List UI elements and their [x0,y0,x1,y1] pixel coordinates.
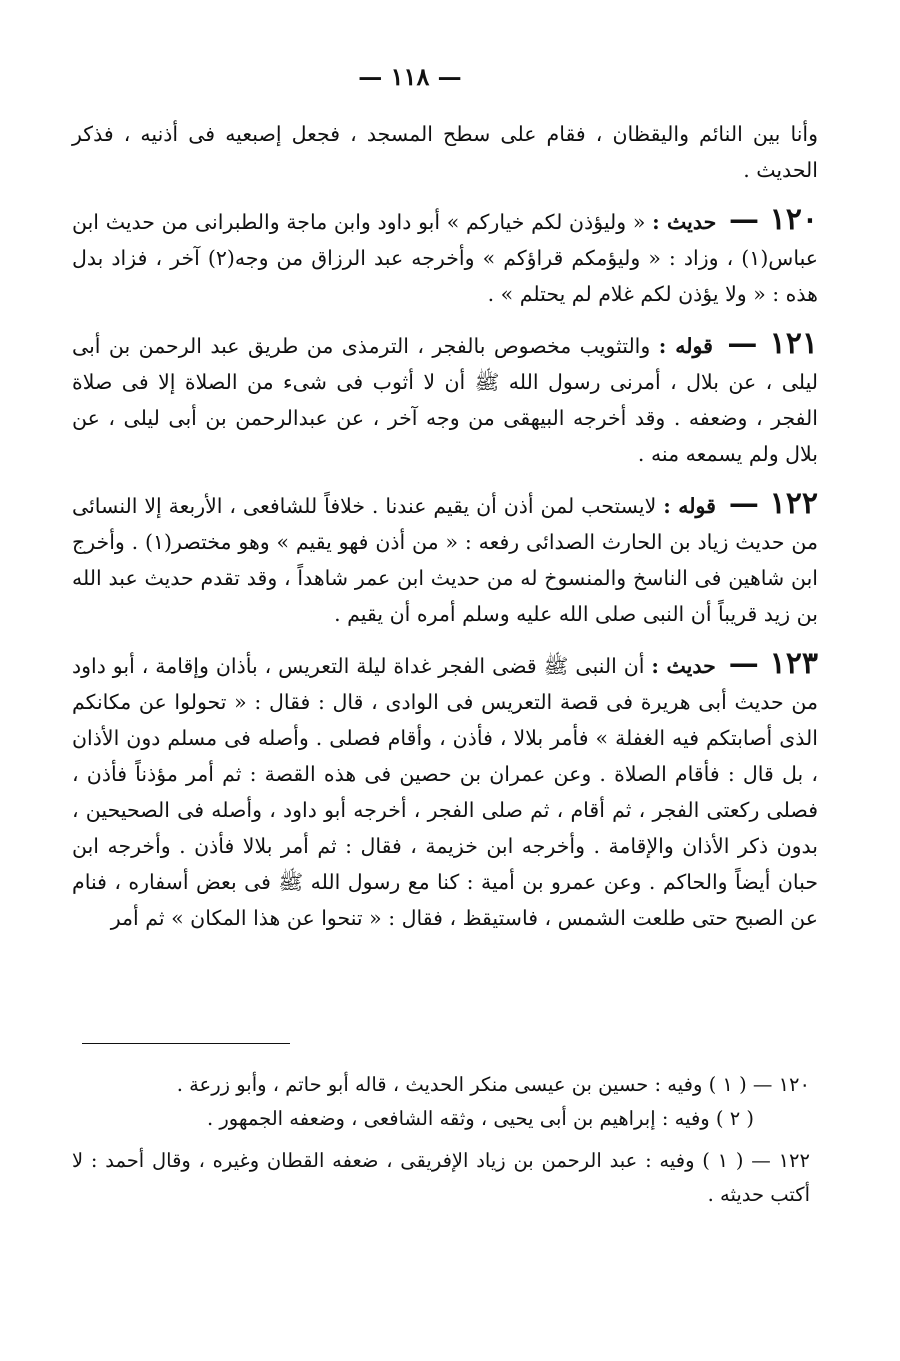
hadith-number: ١٢٣ — [728,646,818,681]
hadith-number: ١٢٢ — [728,486,818,521]
footnotes [72,1068,810,1212]
footnote: ١٢٢ — ( ١ ) وفيه : عبد الرحمن بن زياد الإفريقى ، ضعفه القطان وغيره ، وقال أحمد : لا أكتب حديثه . [72,1149,810,1206]
paragraph-text: أن النبى ﷺ قضى الفجر غداة ليلة التعريس ، بأذان وإقامة ، أبو داود من حديث أبى هريرة فى قصة التعريس فى الوادى ، قال : فقال : « تحولوا عن مكانكم الذى أصابتكم فيه الغفلة » فأمر بلالا ، فأذن ، وأقام فصلى . وأصله فى مسلم دون الأذان ، بل قال : فأقام الصلاة . وعن عمران بن حصين فى هذه القصة : ثم أمر مؤذناً فأذن ، فصلى ركعتى الفجر ، ثم أقام ، ثم صلى الفجر ، أخرجه أبو داود ، وأصله فى الصحيحين ، بدون ذكر الأذان والإقامة . وأخرجه ابن خزيمة ، فقال : ثم أمر بلالا فأذن . وأخرجه ابن حبان أيضاً والحاكم . وعن عمرو بن أمية : كنا مع رسول الله ﷺ فى بعض أسفاره ، فنام عن الصبح حتى طلعت الشمس ، فاستيقظ ، فقال : « تنحوا عن هذا المكان » ثم أمر [72,654,818,930]
footnote: ( ٢ ) وفيه : إبراهيم بن أبى يحيى ، وثقه الشافعى ، وضعفه الجمهور . [206,1107,754,1130]
paragraph-hadith-120 [72,202,818,312]
paragraph-lead: حديث : [651,654,716,678]
paragraph-text: « وليؤذن لكم خياركم » أبو داود وابن ماجة والطبرانى من حديث ابن عباس(١) ، وزاد : « وليؤمكم قراؤكم » وأخرجه عبد الرزاق من وجه(٢) آخر ، فزاد بدل هذه : « ولا يؤذن لكم غلام لم يحتلم » . [72,210,818,306]
paragraph-text: والتثويب مخصوص بالفجر ، الترمذى من طريق عبد الرحمن بن أبى ليلى ، عن بلال ، أمرنى رسول الله ﷺ أن لا أثوب فى شىء من الصلاة إلا فى صلاة الفجر ، وضعفه . وقد أخرجه البيهقى من وجه آخر ، عن عبدالرحمن بن أبى ليلى ، عن بلال ولم يسمعه منه . [72,334,818,466]
paragraph-text: وأنا بين النائم واليقظان ، فقام على سطح المسجد ، فجعل إصبعيه فى أذنيه ، فذكر الحديث . [72,122,818,182]
paragraph-hadith-121 [72,326,818,472]
paragraph-lead: قوله : [658,334,713,358]
paragraph-continuation [72,116,818,188]
hadith-number: ١٢١ — [727,326,818,361]
paragraph-hadith-123 [72,646,818,936]
page-number: — ١١٨ — [358,62,462,91]
paragraph-text: لايستحب لمن أذن أن يقيم عندنا . خلافاً للشافعى ، الأربعة إلا النسائى من حديث زياد بن الحارث الصدائى رفعه : « من أذن فهو يقيم » وهو مختصر(١) . وأخرج ابن شاهين فى الناسخ والمنسوخ له من حديث ابن عمر شاهداً ، وقد تقدم حديث عبد الله بن زيد قريباً أن النبى صلى الله عليه وسلم أمره أن يقيم . [72,494,818,626]
paragraph-lead: قوله : [663,494,716,518]
footnote: ١٢٠ — ( ١ ) وفيه : حسين بن عيسى منكر الحديث ، قاله أبو حاتم ، وأبو زرعة . [176,1073,810,1096]
footnote-divider [82,1043,290,1044]
paragraph-hadith-122 [72,486,818,632]
paragraph-lead: حديث : [652,210,717,234]
main-text [72,116,818,936]
hadith-number: ١٢٠ — [729,202,818,237]
